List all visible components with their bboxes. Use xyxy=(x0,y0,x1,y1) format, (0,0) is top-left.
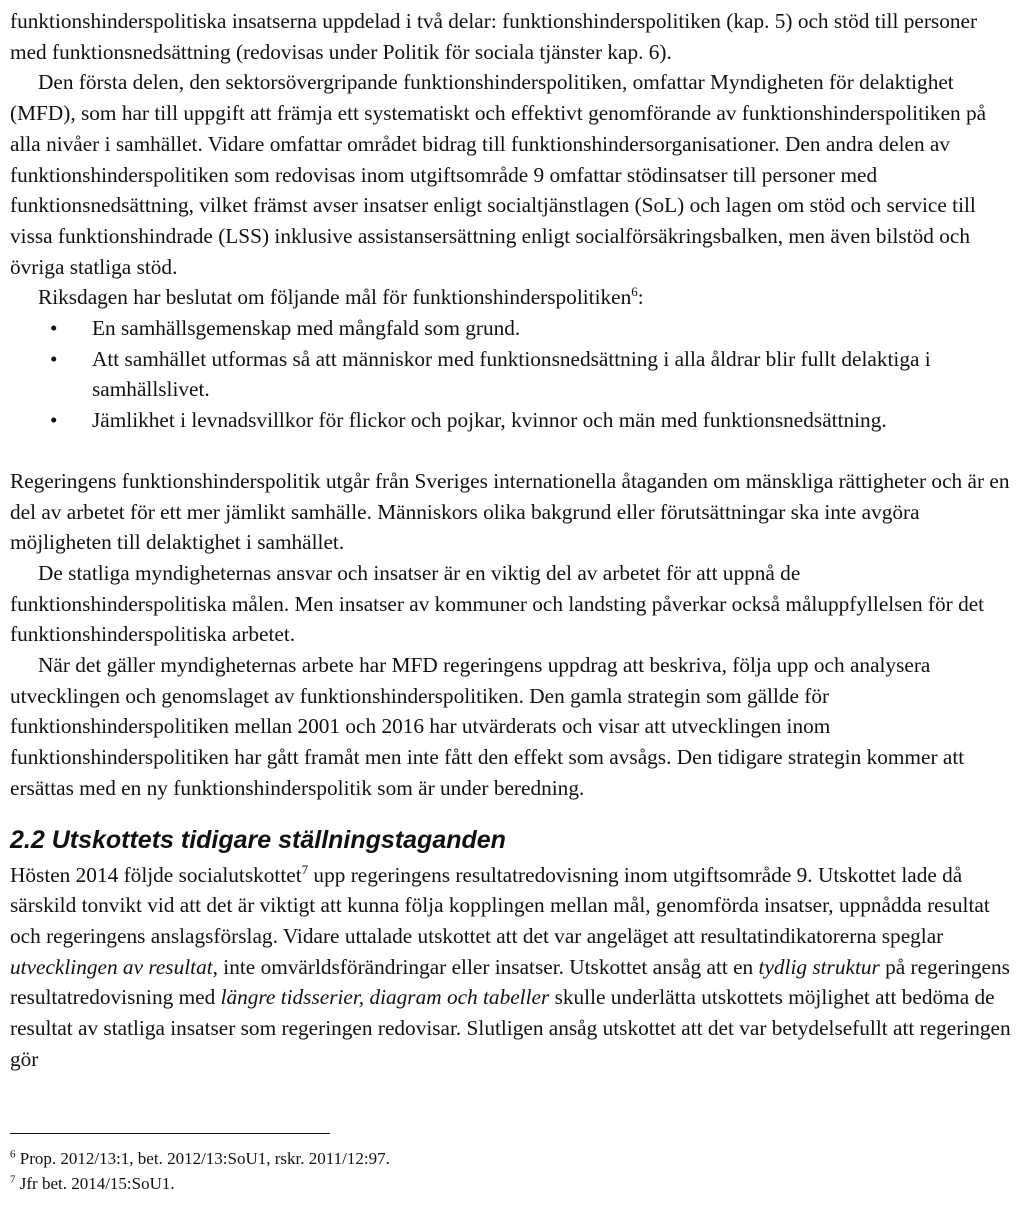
paragraph: Den första delen, den sektorsövergripande funktionshinderspolitiken, omfattar Myndigheten för delaktighet (MFD), som har till uppgift att främja ett systematiskt och effektivt genomförande av funktionshinderspolitiken på alla nivåer i samhället. Vidare omfattar området bidrag till funktionshindersorganisationer. Den andra delen av funktionshinderspolitiken som redovisas inom utgiftsområde 9 omfattar stödinsatser till personer med funktionsnedsättning, vilket främst avser insatser enligt socialtjänstlagen (SoL) och lagen om stöd och service till vissa funktionshindrade (LSS) inklusive assistansersättning enligt socialförsäkringsbalken, men även bilstöd och övriga statliga stöd. xyxy=(10,70,987,279)
section-heading: 2.2 Utskottets tidigare ställningstaganden xyxy=(10,825,506,854)
footnote-ref[interactable]: 7 xyxy=(301,861,309,877)
goals-list xyxy=(10,313,1016,436)
emphasis: längre tidsserier, diagram och tabeller xyxy=(220,985,550,1010)
text: upp regeringens resultatredovisning inom utgiftsområde 9. Utskottet lade då särskild tonvikt vid att det är viktigt att kunna följa kopplingen mellan mål, genomförda insatser, uppnådda resultat och regeringens anslagsförslag. Vidare uttalade utskottet att det var angeläget att resultatindikatorerna speglar xyxy=(10,862,990,948)
emphasis: utvecklingen av resultat xyxy=(10,954,213,979)
emphasis: tydlig struktur xyxy=(758,954,880,979)
footnote-number: 7 xyxy=(10,1173,16,1186)
list-item: • Jämlikhet i levnadsvillkor för flickor och pojkar, kvinnor och män med funktionsnedsättning. xyxy=(10,405,1016,436)
text: : xyxy=(637,285,644,310)
text: Riksdagen har beslutat om följande mål för funktionshinderspolitiken xyxy=(38,285,632,310)
footnote-text: Prop. 2012/13:1, bet. 2012/13:SoU1, rskr. 2011/12:97. xyxy=(15,1149,390,1168)
paragraph: När det gäller myndigheternas arbete har MFD regeringens uppdrag att beskriva, följa upp och analysera utvecklingen och genomslaget av funktionshinderspolitiken. Den gamla strategin som gällde för funktionshinderspolitiken mellan 2001 och 2016 har utvärderats och visar att utvecklingen inom funktionshinderspolitiken har gått framåt men inte fått den effekt som avsågs. Den tidigare strategin kommer att ersättas med en ny funktionshinderspolitik som är under beredning. xyxy=(10,653,965,800)
footnote xyxy=(10,1171,390,1196)
list-item: • Att samhället utformas så att människor med funktionsnedsättning i alla åldrar blir fullt delaktiga i samhällslivet. xyxy=(10,344,1016,405)
paragraph: De statliga myndigheternas ansvar och insatser är en viktig del av arbetet för att uppnå de funktionshinderspolitiska målen. Men insatser av kommuner och landsting påverkar också måluppfyllelsen för det funktionshinderspolitiska arbetet. xyxy=(10,560,985,647)
paragraph: Regeringens funktionshinderspolitik utgår från Sveriges internationella åtaganden om mänskliga rättigheter och är en del av arbetet för ett mer jämlikt samhälle. Människors olika bakgrund eller förutsättningar ska inte avgöra möjligheten till delaktighet i samhället. xyxy=(10,468,1010,555)
footnote-text: Jfr bet. 2014/15:SoU1. xyxy=(15,1174,175,1193)
text: skulle underlätta utskottets möjlighet att bedöma de resultat av statliga insatser som regeringen redovisar. Slutligen ansåg utskottet att det var betydelsefullt att regeringen gör xyxy=(10,985,1011,1071)
document-body xyxy=(10,6,1016,1075)
footnote-divider xyxy=(10,1133,330,1134)
list-item: • En samhällsgemenskap med mångfald som grund. xyxy=(10,313,1016,344)
paragraph: funktionshinderspolitiska insatserna uppdelad i två delar: funktionshinderspolitiken (kap. 5) och stöd till personer med funktionsnedsättning (redovisas under Politik för sociala tjänster kap. 6). xyxy=(10,9,978,64)
footnote-ref[interactable]: 6 xyxy=(631,284,638,300)
text: på regeringens resultatredovisning med xyxy=(10,954,1010,1010)
text: Hösten 2014 följde socialutskottet xyxy=(10,862,302,887)
footnote-number: 6 xyxy=(10,1148,16,1161)
paragraph-goals-intro xyxy=(10,282,1016,313)
text: , inte omvärldsförändringar eller insatser. Utskottet ansåg att en xyxy=(212,954,759,979)
footnote xyxy=(10,1146,390,1171)
spacer xyxy=(10,436,1016,466)
footnotes xyxy=(10,1146,390,1196)
paragraph-section xyxy=(10,860,1016,1075)
